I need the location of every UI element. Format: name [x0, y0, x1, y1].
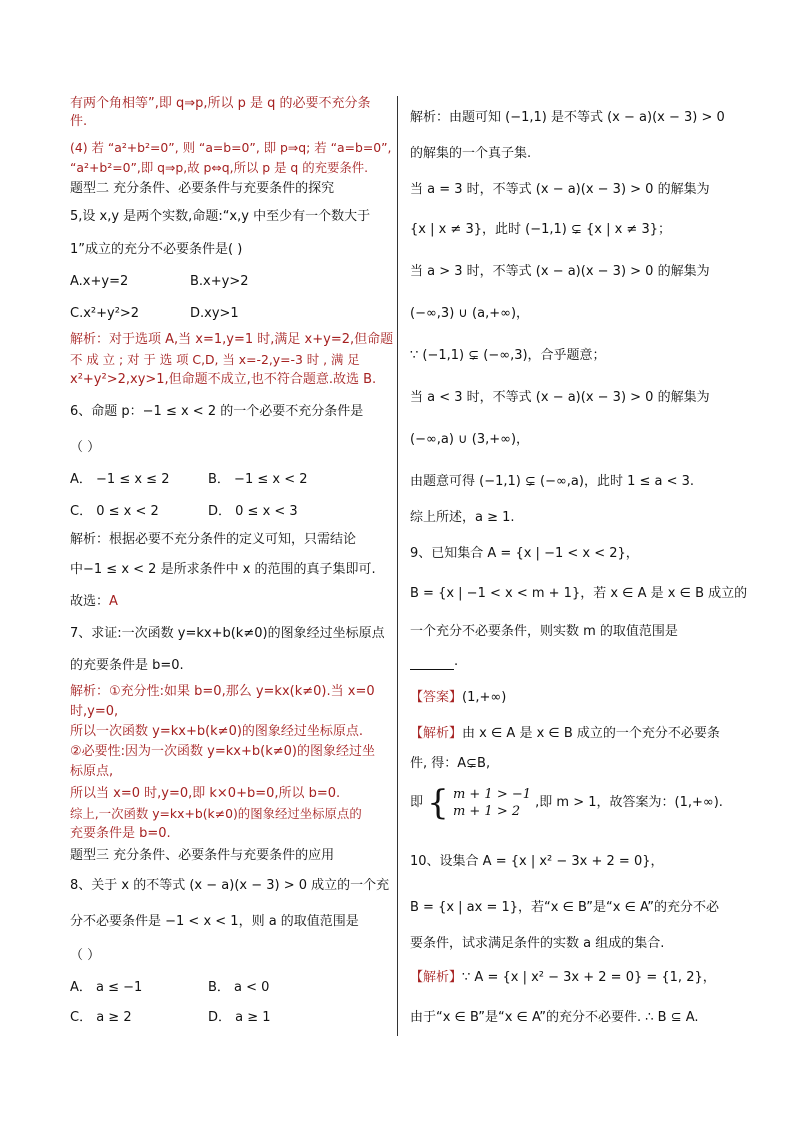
- option-c: C.x²+y²>2: [70, 306, 140, 321]
- question-8: 8、关于 x 的不等式 (x − a)(x − 3) > 0 成立的一个充: [70, 878, 390, 893]
- text-line: （ ）: [70, 948, 101, 963]
- solution-line: 由于“x ∈ B”是“x ∈ A”的充分不必要件. ∴ B ⊆ A.: [410, 1010, 699, 1025]
- question-5: 5,设 x,y 是两个实数,命题:“x,y 中至少有一个数大于: [70, 209, 371, 224]
- analysis-line: (−∞,3) ∪ (a,+∞)，: [410, 306, 530, 321]
- solution-line: 件, 得：A⊊B,: [410, 756, 491, 771]
- analysis-line: 解析：根据必要不充分条件的定义可知，只需结论: [70, 532, 357, 547]
- option-a: A． a ≤ −1: [70, 980, 143, 995]
- option-b: B． a < 0: [208, 980, 270, 995]
- text-line: B = {x | −1 < x < m + 1}，若 x ∈ A 是 x ∈ B 成立的: [410, 586, 748, 601]
- question-10: 10、设集合 A = {x | x² − 3x + 2 = 0}，: [410, 854, 664, 869]
- text-line: 一个充分不必要条件，则实数 m 的取值范围是: [410, 624, 678, 639]
- section-heading: 题型三 充分条件、必要条件与充要条件的应用: [70, 848, 335, 863]
- analysis-line: 充要条件是 b=0.: [70, 826, 171, 841]
- option-d: D.xy>1: [190, 306, 239, 321]
- options-row: [70, 1010, 386, 1026]
- option-c: C． 0 ≤ x < 2: [70, 504, 159, 519]
- options-row: [70, 980, 386, 996]
- analysis-line: 不 成 立 ; 对 于 选 项 C,D, 当 x=-2,y=-3 时 , 满 足: [70, 352, 360, 367]
- option-a: A． −1 ≤ x ≤ 2: [70, 472, 170, 487]
- analysis-line: 所以一次函数 y=kx+b(k≠0)的图象经过坐标原点.: [70, 724, 364, 739]
- analysis-line: ②必要性:因为一次函数 y=kx+b(k≠0)的图象经过坐: [70, 744, 375, 759]
- analysis-line: 所以当 x=0 时,y=0,即 k×0+b=0,所以 b=0.: [70, 786, 341, 801]
- option-b: B． −1 ≤ x < 2: [208, 472, 308, 487]
- inequality-system-line: 即 { m + 1 > −1 m + 1 > 2 ,即 m > 1，故答案为：(1,+∞).: [410, 783, 723, 823]
- text-line: B = {x | ax = 1}，若“x ∈ B”是“x ∈ A”的充分不必: [410, 900, 720, 915]
- analysis-line: 中−1 ≤ x < 2 是所求条件中 x 的范围的真子集即可.: [70, 562, 376, 577]
- solution-line: 【解析】∵ A = {x | x² − 3x + 2 = 0} = {1, 2}，: [410, 970, 716, 985]
- column-divider: [397, 96, 398, 1036]
- analysis-line: 的解集的一个真子集.: [410, 146, 532, 161]
- analysis-line: 综上所述，a ≥ 1.: [410, 510, 515, 525]
- answer-value: (1,+∞): [462, 690, 507, 705]
- analysis-line: ∵ (−1,1) ⊊ (−∞,3)，合乎题意；: [410, 348, 606, 363]
- analysis-line: x²+y²>2,xy>1,但命题不成立,也不符合题意.故选 B.: [70, 372, 377, 387]
- left-brace-icon: {: [427, 783, 449, 823]
- answer-blank[interactable]: [410, 657, 454, 670]
- options-row: [70, 274, 386, 290]
- analysis-line: 综上,一次函数 y=kx+b(k≠0)的图象经过坐标原点的: [70, 806, 362, 821]
- answer-label: 【答案】: [410, 690, 463, 705]
- text-line: 有两个角相等”,即 q⇒p,所以 p 是 q 的必要不充分条: [70, 96, 371, 111]
- analysis-line: 当 a > 3 时，不等式 (x − a)(x − 3) > 0 的解集为: [410, 264, 710, 279]
- option-d: D． a ≥ 1: [208, 1010, 271, 1025]
- text-line: 的充要条件是 b=0.: [70, 658, 184, 673]
- section-heading: 题型二 充分条件、必要条件与充要条件的探究: [70, 181, 335, 196]
- options-row: [70, 504, 386, 520]
- analysis-line: 标原点,: [70, 764, 114, 779]
- question-6: 6、命题 p：−1 ≤ x < 2 的一个必要不充分条件是: [70, 404, 364, 419]
- options-row: [70, 472, 386, 488]
- text-line: （ ）: [70, 440, 101, 455]
- answer-blank-line: .: [410, 654, 730, 670]
- solution-label: 【解析】: [410, 726, 463, 741]
- analysis-line: 由题意可得 (−1,1) ⊊ (−∞,a)，此时 1 ≤ a < 3.: [410, 474, 695, 489]
- option-d: D． 0 ≤ x < 3: [208, 504, 298, 519]
- analysis-line: 解析：对于选项 A,当 x=1,y=1 时,满足 x+y=2,但命题: [70, 332, 394, 347]
- text-line: 要条件，试求满足条件的实数 a 组成的集合.: [410, 936, 665, 951]
- answer-value: A: [109, 594, 118, 609]
- question-9: 9、已知集合 A = {x | −1 < x < 2}，: [410, 546, 639, 561]
- analysis-line: 解析：由题可知 (−1,1) 是不等式 (x − a)(x − 3) > 0: [410, 110, 725, 125]
- inequality-system: m + 1 > −1 m + 1 > 2: [452, 787, 532, 819]
- text-line: “a²+b²=0”,即 q⇒p,故 p⇔q,所以 p 是 q 的充要条件.: [70, 160, 369, 175]
- text-line: 1”成立的充分不必要条件是( ): [70, 242, 243, 257]
- analysis-line: 时,y=0,: [70, 704, 119, 719]
- option-b: B.x+y>2: [190, 274, 249, 289]
- text-line: 分不必要条件是 −1 < x < 1，则 a 的取值范围是: [70, 914, 359, 929]
- option-c: C． a ≥ 2: [70, 1010, 132, 1025]
- answer-line: [70, 594, 386, 610]
- solution-label: 【解析】: [410, 970, 463, 985]
- options-row: [70, 306, 386, 322]
- analysis-line: {x | x ≠ 3}，此时 (−1,1) ⊊ {x | x ≠ 3}；: [410, 222, 672, 237]
- text-line: 件.: [70, 114, 88, 129]
- option-a: A.x+y=2: [70, 274, 129, 289]
- answer-line: [410, 690, 730, 706]
- analysis-line: 解析：①充分性:如果 b=0,那么 y=kx(k≠0).当 x=0: [70, 684, 375, 699]
- answer-label: 故选：: [70, 594, 110, 609]
- text-line: (4) 若 “a²+b²=0”, 则 “a=b=0”, 即 p⇒q; 若 “a=b=0”,: [70, 140, 392, 155]
- question-7: 7、求证:一次函数 y=kx+b(k≠0)的图象经过坐标原点: [70, 626, 385, 641]
- analysis-line: 当 a = 3 时，不等式 (x − a)(x − 3) > 0 的解集为: [410, 182, 710, 197]
- analysis-line: (−∞,a) ∪ (3,+∞)，: [410, 432, 530, 447]
- solution-line: 【解析】由 x ∈ A 是 x ∈ B 成立的一个充分不必要条: [410, 726, 720, 741]
- analysis-line: 当 a < 3 时，不等式 (x − a)(x − 3) > 0 的解集为: [410, 390, 710, 405]
